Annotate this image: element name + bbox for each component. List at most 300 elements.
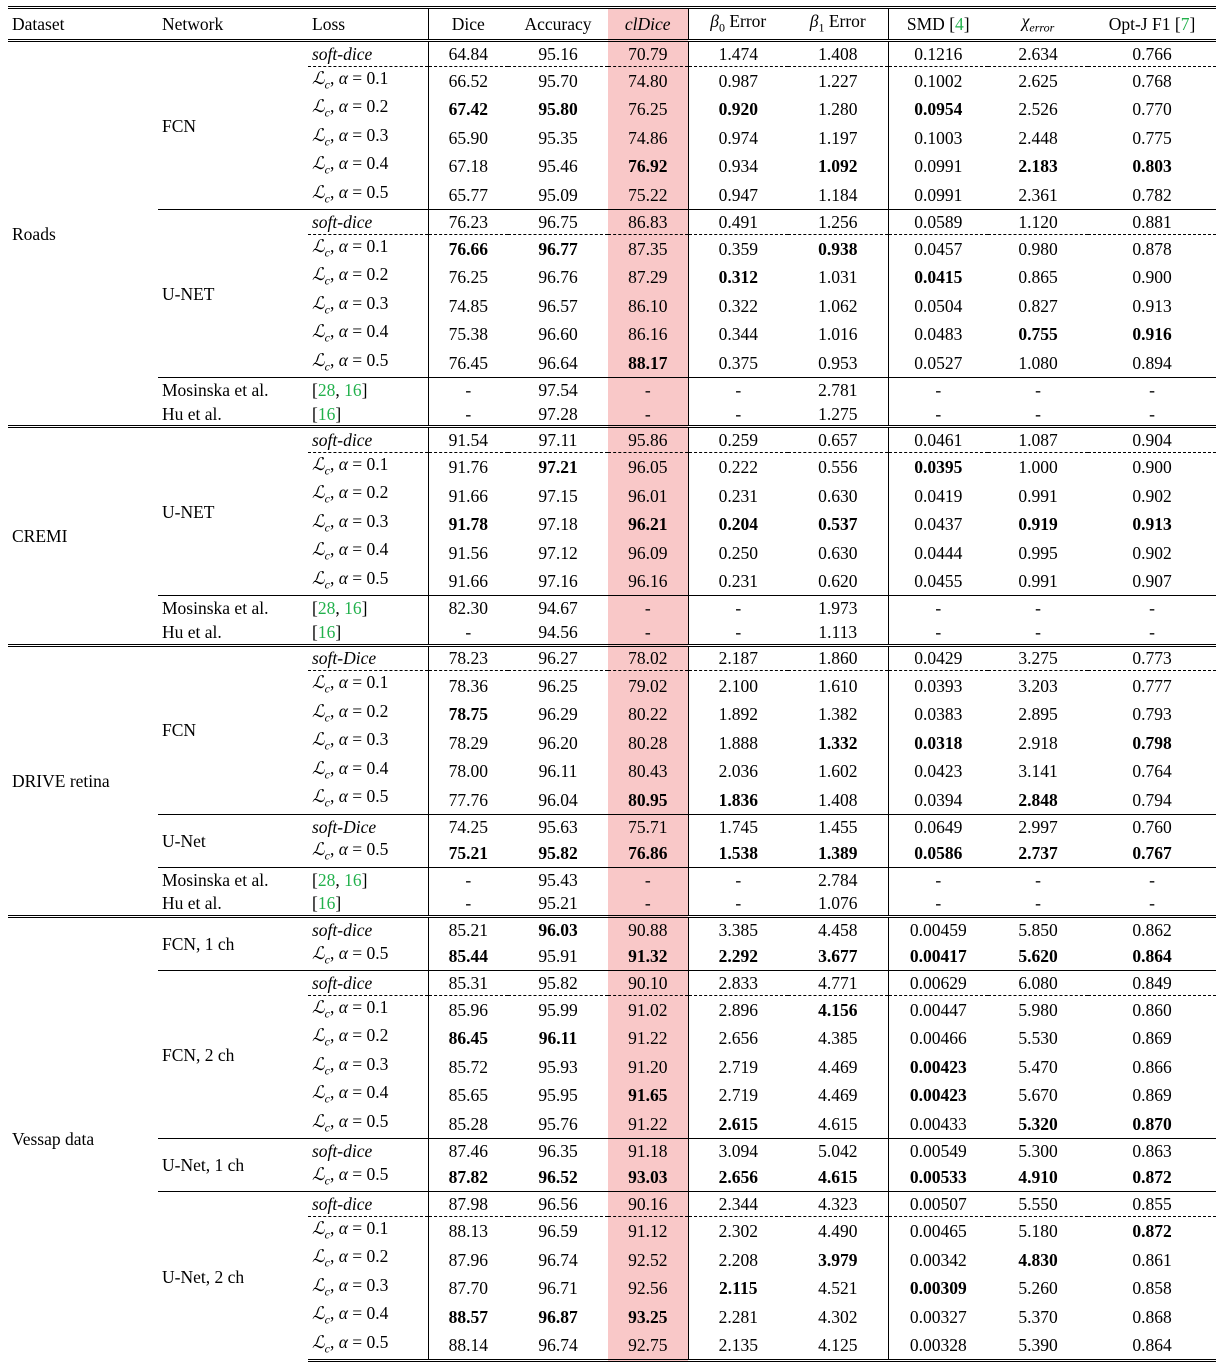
cell-beta0-error: 0.250: [688, 538, 788, 567]
cell-smd: 0.1216: [888, 41, 988, 67]
cell-cldice: 90.16: [608, 1192, 688, 1217]
cell-chi-error: 3.275: [988, 645, 1088, 671]
cell-beta0-error: 2.208: [688, 1245, 788, 1274]
cell-chi-error: 5.180: [988, 1216, 1088, 1245]
table-row: [8, 645, 1216, 671]
optj-bracket: ]: [1189, 14, 1196, 34]
cell-chi-error: -: [988, 867, 1088, 891]
cell-beta0-error: 3.385: [688, 917, 788, 942]
reference-citation: [28, 16]: [308, 378, 428, 402]
table-row: [8, 814, 1216, 838]
cell-beta1-error: 1.610: [788, 671, 888, 700]
cell-accuracy: 96.74: [538, 1249, 578, 1270]
cell-accuracy: 95.09: [538, 184, 578, 205]
cell-dice: 85.72: [428, 1053, 508, 1082]
cell-accuracy: 96.20: [538, 732, 578, 753]
cell-accuracy: 95.16: [538, 43, 578, 64]
cell-optj-f1: -: [1088, 596, 1216, 620]
cell-beta0-error: 2.344: [688, 1192, 788, 1217]
cell-optj-f1: 0.766: [1132, 43, 1172, 64]
cell-optj-f1: 0.904: [1088, 427, 1216, 453]
cell-optj-f1: 0.793: [1132, 704, 1172, 724]
cell-dice: 91.66: [428, 567, 508, 596]
cell-smd: 0.0318: [888, 728, 988, 757]
cell-dice: 88.14: [428, 1331, 508, 1361]
cell-beta0-error: 0.375: [688, 349, 788, 378]
cell-cldice: -: [608, 596, 688, 620]
reference-citation: [16]: [312, 893, 342, 914]
cell-beta0-error: 1.538: [688, 838, 788, 867]
cell-cldice: 80.22: [608, 700, 688, 729]
cell-beta0-error: 1.892: [688, 700, 788, 729]
cell-optj-f1: 0.894: [1132, 352, 1172, 373]
header-loss: Loss: [308, 8, 428, 41]
cell-beta0-error: -: [688, 596, 788, 620]
loss-cldice-alpha: ℒ$_c$, α = 0.5: [312, 181, 389, 206]
cell-optj-f1: 0.860: [1088, 995, 1216, 1024]
cell-accuracy: 95.63: [508, 814, 608, 838]
cell-optj-f1: 0.878: [1088, 234, 1216, 263]
citation-link[interactable]: 16: [344, 598, 362, 619]
cell-chi-error: 2.448: [1018, 127, 1058, 148]
loss-cldice-alpha: ℒ$_c$, α = 0.2: [312, 1025, 389, 1049]
cell-dice: 74.25: [428, 814, 508, 838]
cell-beta1-error: 1.184: [818, 184, 858, 205]
cell-beta0-error: 0.312: [688, 263, 788, 292]
reference-citation: [16]: [312, 621, 342, 642]
network-name: U-Net, 1 ch: [158, 1139, 308, 1192]
cell-cldice: 76.92: [608, 152, 688, 181]
cell-smd: 0.0649: [888, 814, 988, 838]
cell-beta0-error: 2.281: [688, 1302, 788, 1331]
loss-soft-dice: soft-dice: [308, 971, 428, 996]
cell-dice: 87.96: [428, 1245, 508, 1274]
chi-symbol: χ: [1021, 10, 1030, 31]
loss-cldice-alpha: ℒ$_c$, α = 0.3: [312, 729, 389, 753]
cell-beta0-error: 0.344: [688, 320, 788, 349]
cell-chi-error: 5.850: [988, 917, 1088, 942]
cell-chi-error: 2.918: [1018, 732, 1058, 753]
loss-cldice-alpha: ℒ$_c$, α = 0.1: [308, 234, 428, 263]
cell-smd: 0.0393: [888, 671, 988, 700]
cell-cldice: 86.83: [608, 210, 688, 235]
cell-optj-f1: 0.881: [1088, 210, 1216, 235]
loss-cldice-alpha: ℒ$_c$, α = 0.2: [312, 1246, 389, 1270]
cell-optj-f1: 0.900: [1132, 267, 1172, 288]
cell-chi-error: 5.370: [1018, 1306, 1058, 1327]
citation-link[interactable]: 28: [317, 869, 336, 890]
citation-link[interactable]: 16: [344, 379, 362, 400]
cell-smd: 0.0429: [888, 645, 988, 671]
cell-dice: -: [428, 378, 508, 402]
cell-dice: 88.13: [428, 1216, 508, 1245]
cell-beta1-error: 1.389: [818, 842, 858, 863]
citation-link[interactable]: 16: [344, 869, 362, 890]
cell-beta0-error: 0.259: [688, 427, 788, 453]
loss-cldice-alpha: ℒ$_c$, α = 0.5: [312, 1163, 389, 1188]
cell-optj-f1: 0.773: [1088, 645, 1216, 671]
cell-dice: 66.52: [428, 66, 508, 95]
cell-dice: 88.57: [428, 1302, 508, 1331]
cell-chi-error: 0.919: [1018, 514, 1058, 535]
cell-chi-error: 0.991: [1018, 485, 1058, 506]
cell-accuracy: 96.57: [538, 295, 578, 316]
cell-cldice: 91.02: [608, 995, 688, 1024]
cell-smd: 0.1003: [888, 124, 988, 153]
citation-link[interactable]: 16: [317, 893, 336, 914]
cell-dice: 76.66: [428, 234, 508, 263]
cell-cldice: 86.16: [608, 320, 688, 349]
cell-beta0-error: 3.094: [688, 1139, 788, 1163]
cell-beta1-error: 1.062: [818, 295, 858, 316]
cell-optj-f1: 0.770: [1132, 99, 1172, 120]
cell-beta0-error: 2.187: [688, 645, 788, 671]
table-row: [8, 378, 1216, 402]
loss-cldice-alpha: ℒ$_c$, α = 0.1: [308, 995, 428, 1024]
cell-beta1-error: 4.385: [818, 1028, 858, 1049]
dataset-name: Vessap data: [8, 917, 158, 1361]
loss-soft-dice: soft-Dice: [308, 645, 428, 671]
cell-beta1-error: 1.973: [788, 596, 888, 620]
cell-cldice: 92.56: [608, 1274, 688, 1303]
cell-beta1-error: 4.490: [788, 1216, 888, 1245]
reference-method: Mosinska et al.: [158, 867, 308, 891]
reference-method: Hu et al.: [162, 621, 222, 642]
cell-smd: 0.00533: [888, 1163, 988, 1192]
cell-accuracy: 95.95: [538, 1085, 578, 1106]
cell-beta0-error: 1.888: [688, 728, 788, 757]
cell-chi-error: -: [1035, 621, 1041, 642]
cell-beta1-error: 4.302: [818, 1306, 858, 1327]
header-network: Network: [158, 8, 308, 41]
citation-link[interactable]: 16: [317, 621, 336, 642]
table-row: [8, 427, 1216, 453]
loss-cldice-alpha: ℒ$_c$, α = 0.5: [312, 942, 389, 967]
cell-beta0-error: 0.231: [688, 567, 788, 596]
reference-citation: [28, 16]: [308, 596, 428, 620]
cell-smd: 0.0437: [888, 510, 988, 539]
alpha-value: 0.2: [366, 700, 389, 721]
cell-smd: 0.0504: [888, 292, 988, 321]
alpha-value: 0.5: [366, 942, 389, 963]
cell-cldice: 87.35: [608, 234, 688, 263]
cell-chi-error: 2.526: [1018, 99, 1058, 120]
cell-accuracy: 94.56: [538, 621, 578, 642]
loss-cldice-alpha: ℒ$_c$, α = 0.3: [312, 124, 389, 149]
header-accuracy: Accuracy: [508, 8, 608, 41]
cell-optj-f1: 0.849: [1088, 971, 1216, 996]
cell-beta0-error: 0.491: [688, 210, 788, 235]
cell-beta0-error: 0.947: [688, 181, 788, 210]
cell-smd: 0.00629: [888, 971, 988, 996]
alpha-value: 0.1: [366, 672, 389, 693]
cell-cldice: 75.22: [608, 181, 688, 210]
cell-cldice: 78.02: [608, 645, 688, 671]
reference-method: Hu et al.: [162, 403, 222, 424]
cell-chi-error: 5.550: [988, 1192, 1088, 1217]
cell-accuracy: 97.15: [538, 485, 578, 506]
cell-beta1-error: 1.227: [788, 66, 888, 95]
loss-cldice-alpha: ℒ$_c$, α = 0.5: [308, 1331, 428, 1361]
cell-accuracy: 95.82: [538, 842, 578, 863]
cell-accuracy: 96.04: [538, 789, 578, 810]
cell-beta0-error: 2.292: [688, 942, 788, 971]
cell-smd: 0.0395: [888, 452, 988, 481]
cell-beta1-error: 2.781: [788, 378, 888, 402]
cell-beta0-error: 0.322: [688, 292, 788, 321]
cell-beta1-error: 1.860: [788, 645, 888, 671]
table-row: [8, 41, 1216, 67]
cell-beta1-error: 1.602: [818, 761, 858, 781]
reference-method: Hu et al.: [162, 893, 222, 914]
cell-dice: 87.82: [428, 1163, 508, 1192]
loss-cldice-alpha: ℒ$_c$, α = 0.3: [312, 510, 389, 535]
alpha-value: 0.4: [366, 321, 389, 342]
cell-beta0-error: 0.974: [688, 124, 788, 153]
alpha-value: 0.1: [366, 1217, 389, 1238]
loss-cldice-alpha: ℒ$_c$, α = 0.4: [312, 539, 389, 563]
cell-optj-f1: 0.916: [1132, 324, 1172, 345]
loss-cldice-alpha: ℒ$_c$, α = 0.2: [312, 482, 389, 506]
cell-beta1-error: 0.630: [818, 485, 858, 506]
cell-beta0-error: 0.920: [688, 95, 788, 124]
cell-cldice: 91.18: [608, 1139, 688, 1163]
cell-chi-error: 1.087: [988, 427, 1088, 453]
header-dice: Dice: [428, 8, 508, 41]
loss-cldice-alpha: ℒ$_c$, α = 0.5: [312, 839, 389, 863]
alpha-value: 0.4: [366, 1082, 389, 1103]
cell-smd: 0.0419: [888, 481, 988, 510]
network-name: U-Net: [158, 814, 308, 867]
loss-soft-dice: soft-dice: [312, 43, 373, 64]
cell-smd: -: [888, 378, 988, 402]
citation-link[interactable]: 28: [317, 598, 336, 619]
cell-accuracy: 96.11: [538, 761, 578, 781]
cell-optj-f1: 0.870: [1132, 1113, 1172, 1134]
cell-smd: 0.0457: [888, 234, 988, 263]
cell-smd: 0.0415: [888, 263, 988, 292]
cell-optj-f1: 0.866: [1132, 1056, 1172, 1077]
cell-smd: 0.00465: [888, 1216, 988, 1245]
cell-dice: 65.90: [428, 124, 508, 153]
cell-dice: -: [428, 402, 508, 427]
cell-cldice: 93.03: [608, 1163, 688, 1192]
cell-smd: 0.0991: [888, 181, 988, 210]
cell-beta1-error: 4.469: [818, 1056, 858, 1077]
cell-beta1-error: 1.332: [818, 732, 858, 753]
network-name: U-Net, 2 ch: [158, 1192, 308, 1361]
cell-chi-error: -: [988, 596, 1088, 620]
cell-beta1-error: 3.979: [818, 1249, 858, 1270]
cell-optj-f1: 0.913: [1132, 514, 1172, 535]
cell-cldice: 96.01: [608, 481, 688, 510]
cell-smd: 0.00342: [888, 1245, 988, 1274]
loss-soft-dice: soft-dice: [308, 1139, 428, 1163]
cell-beta0-error: 2.656: [688, 1024, 788, 1053]
loss-cldice-alpha: ℒ$_c$, α = 0.4: [312, 153, 389, 177]
header-beta1-error: [788, 8, 888, 41]
cell-optj-f1: -: [1088, 378, 1216, 402]
cell-dice: 87.70: [428, 1274, 508, 1303]
loss-cldice-alpha: ℒ$_c$, α = 0.2: [312, 264, 389, 288]
header-chi-error: [988, 8, 1088, 41]
cell-cldice: 96.09: [608, 538, 688, 567]
cell-optj-f1: 0.869: [1132, 1028, 1172, 1049]
cell-chi-error: 5.530: [1018, 1028, 1058, 1049]
cell-smd: 0.0991: [888, 152, 988, 181]
cell-beta0-error: 1.474: [688, 41, 788, 67]
cell-beta1-error: 0.630: [818, 542, 858, 563]
beta0-label: Error: [724, 10, 767, 31]
cell-beta1-error: 1.113: [818, 621, 858, 642]
citation-link[interactable]: 28: [317, 379, 336, 400]
cell-cldice: 90.10: [608, 971, 688, 996]
cell-accuracy: 96.74: [508, 1331, 608, 1361]
loss-cldice-alpha: ℒ$_c$, α = 0.1: [308, 452, 428, 481]
cell-optj-f1: 0.862: [1088, 917, 1216, 942]
cell-cldice: 96.21: [608, 510, 688, 539]
cell-accuracy: 96.11: [538, 1028, 578, 1049]
cell-chi-error: 1.120: [988, 210, 1088, 235]
loss-cldice-alpha: ℒ$_c$, α = 0.1: [308, 671, 428, 700]
loss-cldice-alpha: ℒ$_c$, α = 0.4: [312, 1082, 389, 1106]
cell-smd: 0.00466: [888, 1024, 988, 1053]
cell-beta0-error: 2.833: [688, 971, 788, 996]
cell-cldice: 93.25: [608, 1302, 688, 1331]
cell-smd: 0.00447: [888, 995, 988, 1024]
cell-cldice: 91.12: [608, 1216, 688, 1245]
cell-beta1-error: 1.016: [818, 324, 858, 345]
cell-chi-error: 5.620: [1018, 945, 1058, 966]
network-name: U-NET: [158, 427, 308, 596]
cell-chi-error: -: [1035, 893, 1041, 914]
cell-beta0-error: 0.222: [688, 452, 788, 481]
loss-cldice-alpha: ℒ$_c$, α = 0.2: [312, 96, 389, 120]
cell-cldice: -: [608, 867, 688, 891]
cell-beta1-error: 1.408: [818, 43, 858, 64]
cell-beta0-error: -: [688, 378, 788, 402]
cell-beta0-error: -: [688, 867, 788, 891]
cell-dice: 78.23: [428, 645, 508, 671]
cell-optj-f1: -: [1149, 403, 1155, 424]
table-row: [8, 1139, 1216, 1163]
cell-beta0-error: 2.302: [688, 1216, 788, 1245]
alpha-value: 0.4: [366, 539, 389, 560]
cell-chi-error: 3.141: [1018, 761, 1058, 781]
cell-dice: 85.28: [428, 1110, 508, 1139]
cell-beta0-error: 2.656: [688, 1163, 788, 1192]
cell-cldice: 90.88: [608, 917, 688, 942]
cell-chi-error: 5.980: [988, 995, 1088, 1024]
cell-accuracy: 95.21: [538, 893, 578, 914]
loss-cldice-alpha: ℒ$_c$, α = 0.5: [312, 786, 389, 810]
cell-dice: 76.25: [428, 263, 508, 292]
cell-cldice: 87.29: [608, 263, 688, 292]
cell-chi-error: 2.848: [1018, 789, 1058, 810]
alpha-value: 0.2: [366, 1246, 389, 1267]
loss-cldice-alpha: ℒ$_c$, α = 0.3: [312, 292, 389, 317]
cell-dice: 78.29: [428, 728, 508, 757]
cell-beta1-error: 3.677: [818, 945, 858, 966]
cell-chi-error: 4.830: [1018, 1249, 1058, 1270]
alpha-value: 0.2: [366, 482, 389, 503]
cell-optj-f1: 0.764: [1132, 761, 1172, 781]
cell-chi-error: 5.670: [1018, 1085, 1058, 1106]
cell-dice: 91.54: [428, 427, 508, 453]
cell-accuracy: 96.60: [538, 324, 578, 345]
smd-citation[interactable]: 4: [955, 14, 964, 34]
alpha-value: 0.5: [366, 1163, 389, 1184]
cell-cldice: 76.86: [608, 838, 688, 867]
cell-cldice: 91.32: [608, 942, 688, 971]
cell-beta1-error: 2.784: [788, 867, 888, 891]
optj-citation[interactable]: 7: [1180, 14, 1190, 34]
cell-cldice: 95.86: [608, 427, 688, 453]
cell-smd: 0.0423: [888, 757, 988, 786]
loss-cldice-alpha: ℒ$_c$, α = 0.4: [312, 1303, 389, 1327]
cell-accuracy: 96.75: [508, 210, 608, 235]
cell-chi-error: 0.991: [1018, 571, 1058, 592]
cell-accuracy: 95.80: [538, 99, 578, 120]
reference-method: Mosinska et al.: [158, 378, 308, 402]
chi-subscript: error: [1029, 20, 1055, 35]
reference-citation: [16]: [312, 403, 342, 424]
citation-link[interactable]: 16: [317, 403, 336, 424]
header-smd: [888, 8, 988, 41]
alpha-value: 0.4: [366, 757, 389, 778]
cell-accuracy: 97.11: [508, 427, 608, 453]
cell-chi-error: 2.634: [1018, 43, 1058, 64]
table-row: [8, 917, 1216, 942]
cell-dice: 86.45: [428, 1024, 508, 1053]
alpha-value: 0.3: [366, 1274, 389, 1295]
cell-smd: 0.0954: [888, 95, 988, 124]
cell-cldice: 91.22: [608, 1110, 688, 1139]
cell-beta1-error: 4.156: [788, 995, 888, 1024]
cell-beta0-error: 2.719: [688, 1081, 788, 1110]
cell-cldice: 91.22: [608, 1024, 688, 1053]
cell-dice: 82.30: [428, 596, 508, 620]
cell-chi-error: 0.755: [1018, 324, 1058, 345]
cell-beta1-error: 1.076: [818, 893, 858, 914]
loss-cldice-alpha: ℒ$_c$, α = 0.3: [312, 1053, 389, 1078]
cell-beta1-error: 0.620: [818, 571, 858, 592]
beta1-label: Error: [824, 10, 866, 31]
alpha-value: 0.3: [366, 124, 389, 145]
alpha-value: 0.5: [366, 567, 389, 588]
cell-optj-f1: 0.864: [1132, 945, 1172, 966]
cell-optj-f1: 0.902: [1132, 542, 1172, 563]
cell-accuracy: 95.46: [538, 156, 578, 177]
cell-beta0-error: 2.719: [688, 1053, 788, 1082]
loss-cldice-alpha: ℒ$_c$, α = 0.3: [312, 1274, 389, 1299]
cell-optj-f1: 0.767: [1132, 842, 1172, 863]
cell-smd: 0.0527: [888, 349, 988, 378]
cell-chi-error: -: [1035, 403, 1041, 424]
cell-optj-f1: 0.864: [1088, 1331, 1216, 1361]
cell-beta0-error: 1.745: [688, 814, 788, 838]
table-row: [8, 971, 1216, 996]
alpha-value: 0.2: [366, 1025, 389, 1046]
cell-dice: 77.76: [428, 785, 508, 814]
alpha-value: 0.2: [366, 264, 389, 285]
cell-chi-error: 2.361: [1018, 184, 1058, 205]
cell-accuracy: 96.29: [538, 704, 578, 724]
cell-chi-error: 5.320: [1018, 1113, 1058, 1134]
cell-beta1-error: 4.771: [788, 971, 888, 996]
cell-beta0-error: 2.036: [688, 757, 788, 786]
cell-beta1-error: 1.197: [818, 127, 858, 148]
